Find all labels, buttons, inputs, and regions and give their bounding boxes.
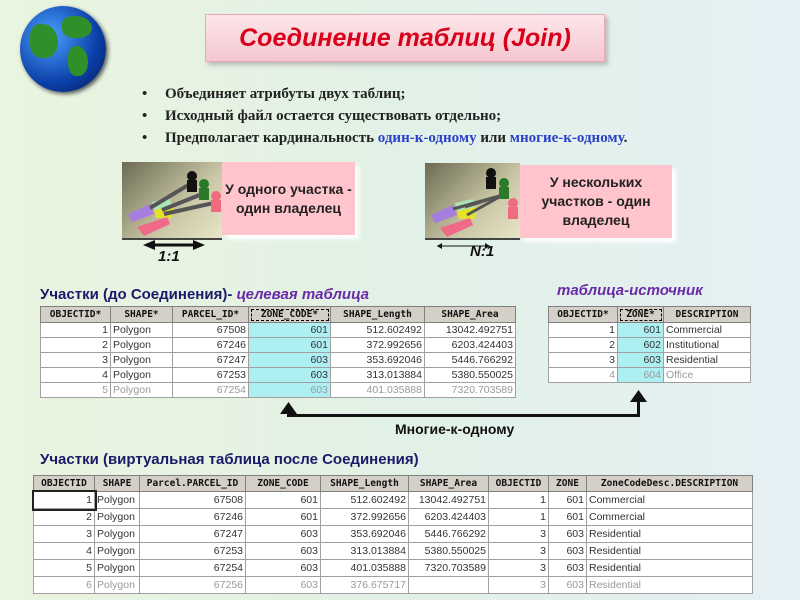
bullet-text: или [476,130,510,146]
table-cell[interactable]: 2 [41,338,111,353]
table-cell[interactable]: 353.692046 [331,353,425,368]
double-arrow-icon [143,237,205,247]
table-row[interactable] [34,509,753,526]
table-cell[interactable]: 5 [34,560,95,577]
page-title: Соединение таблиц (Join) [239,23,571,52]
table-cell[interactable]: 512.602492 [331,323,425,338]
column-header[interactable]: SHAPE_Area [425,307,516,323]
bullet-text: . [623,130,628,146]
table-cell[interactable]: 1 [489,492,549,509]
table-cell[interactable]: 601 [246,509,321,526]
parcels-owner-image [425,163,520,240]
table-cell[interactable]: 5380.550025 [409,543,489,560]
target-table-heading [40,286,369,303]
table-cell[interactable]: Institutional [664,338,751,353]
table-cell[interactable]: 1 [489,509,549,526]
table-cell[interactable]: 67508 [140,492,246,509]
table-row[interactable] [34,543,753,560]
table-cell[interactable]: 601 [549,509,587,526]
table-cell[interactable]: Commercial [587,492,753,509]
table-row[interactable] [41,383,516,398]
column-header[interactable]: OBJECTID* [549,307,618,323]
table-cell[interactable]: 67254 [140,560,246,577]
globe-logo [20,6,106,92]
table-cell[interactable]: Polygon [95,526,140,543]
table-cell[interactable]: Polygon [111,353,173,368]
table-cell[interactable]: 4 [34,543,95,560]
heading-text: Участки (до Соединения)- [40,286,237,303]
bullet-list [140,86,627,152]
column-header[interactable]: Parcel.PARCEL_ID [140,476,246,492]
column-header-selected[interactable]: ZONE_CODE* [249,307,331,323]
table-cell[interactable]: 3 [489,577,549,594]
table-cell[interactable]: 603 [549,560,587,577]
table-cell[interactable]: 372.992656 [331,338,425,353]
one-to-one-caption: У одного участка - один владелец [222,162,355,235]
column-header-selected[interactable]: ZONE* [618,307,664,323]
table-cell[interactable]: Residential [587,577,753,594]
table-row[interactable] [41,338,516,353]
table-cell[interactable]: 3 [489,543,549,560]
table-cell[interactable]: 67247 [173,353,249,368]
n-to-1-arrow-icon [437,236,490,242]
bullet-term-many-to-one: многие-к-одному [509,130,624,146]
table-row[interactable] [549,338,751,353]
table-cell[interactable]: 372.992656 [321,509,409,526]
column-header[interactable]: SHAPE [95,476,140,492]
table-cell[interactable]: 4 [41,368,111,383]
table-cell[interactable]: 313.013884 [321,543,409,560]
table-cell[interactable]: 603 [249,368,331,383]
table-cell[interactable]: 603 [549,577,587,594]
table-cell[interactable]: 603 [249,353,331,368]
table-row[interactable] [41,323,516,338]
table-cell[interactable]: 603 [549,526,587,543]
bullet-item: • Объединяет атрибуты двух таблиц; [140,86,627,108]
bullet-item: • Исходный файл остается существовать отдельно; [140,108,627,130]
table-cell[interactable]: 7320.703589 [425,383,516,398]
table-cell[interactable]: Residential [587,526,753,543]
table-cell[interactable]: 3 [41,353,111,368]
table-cell[interactable]: 2 [549,338,618,353]
table-cell[interactable]: Polygon [95,492,140,509]
table-cell[interactable]: 3 [549,353,618,368]
table-cell[interactable]: 353.692046 [321,526,409,543]
table-cell[interactable]: 603 [246,543,321,560]
table-cell[interactable]: 603 [618,353,664,368]
table-cell[interactable]: 5446.766292 [425,353,516,368]
page-title-banner [205,14,605,62]
table-cell[interactable]: 67246 [140,509,246,526]
table-cell[interactable]: 603 [249,383,331,398]
table-cell[interactable]: 3 [489,560,549,577]
table-row[interactable] [41,368,516,383]
column-header[interactable]: ZONE_CODE [246,476,321,492]
source-table-heading: таблица-источник [557,282,703,299]
table-cell[interactable]: 401.035888 [321,560,409,577]
table-cell[interactable]: 603 [549,543,587,560]
table-row[interactable] [34,560,753,577]
table-cell[interactable]: 5446.766292 [409,526,489,543]
table-cell[interactable]: 601 [246,492,321,509]
table-cell[interactable]: 603 [246,526,321,543]
table-cell[interactable]: Polygon [111,338,173,353]
table-row[interactable] [34,577,753,594]
table-cell[interactable]: 6203.424403 [425,338,516,353]
table-cell[interactable]: 13042.492751 [425,323,516,338]
table-cell[interactable]: 603 [246,577,321,594]
table-cell[interactable]: 1 [34,492,95,509]
table-cell[interactable]: Residential [587,560,753,577]
table-row[interactable] [549,368,751,383]
table-cell[interactable]: 7320.703589 [409,560,489,577]
table-cell[interactable]: Commercial [664,323,751,338]
many-to-one-caption: У нескольких участков - один владелец [520,165,672,238]
column-header[interactable]: PARCEL_ID* [173,307,249,323]
table-cell[interactable]: Polygon [111,323,173,338]
table-cell[interactable]: Polygon [111,383,173,398]
table-cell[interactable]: 512.602492 [321,492,409,509]
column-header[interactable]: ZoneCodeDesc.DESCRIPTION [587,476,753,492]
table-cell[interactable]: 5380.550025 [425,368,516,383]
table-cell[interactable]: 3 [489,526,549,543]
table-cell[interactable]: Commercial [587,509,753,526]
table-row[interactable] [34,526,753,543]
target-table [40,306,516,398]
ratio-label-1-1: 1:1 [158,248,180,265]
column-header[interactable]: SHAPE_Area [409,476,489,492]
bullet-term-one-to-one: один-к-одному [377,130,477,146]
table-cell[interactable]: 1 [549,323,618,338]
table-cell[interactable]: 6203.424403 [409,509,489,526]
bullet-text: Предполагает кардинальность [165,130,378,146]
table-cell[interactable]: 6 [34,577,95,594]
parcels-owners-image [122,162,222,240]
column-header[interactable]: SHAPE_Length [321,476,409,492]
table-cell[interactable]: Polygon [95,543,140,560]
table-cell[interactable]: 67508 [173,323,249,338]
table-cell[interactable]: 602 [618,338,664,353]
table-cell[interactable]: 3 [34,526,95,543]
table-cell[interactable]: 601 [249,323,331,338]
column-header[interactable]: SHAPE* [111,307,173,323]
table-row[interactable] [34,492,753,509]
table-cell[interactable]: 67246 [173,338,249,353]
table-cell[interactable]: 601 [549,492,587,509]
table-cell[interactable]: 601 [618,323,664,338]
table-cell[interactable]: Polygon [95,560,140,577]
table-cell[interactable]: 313.013884 [331,368,425,383]
table-cell[interactable]: 67253 [173,368,249,383]
column-header[interactable]: OBJECTID* [41,307,111,323]
relation-connector [287,414,640,417]
table-row[interactable] [549,353,751,368]
table-cell[interactable]: 2 [34,509,95,526]
table-cell[interactable]: 13042.492751 [409,492,489,509]
table-cell[interactable]: 67253 [140,543,246,560]
table-cell[interactable]: Polygon [111,368,173,383]
table-cell[interactable] [409,577,489,594]
joined-table [33,475,753,594]
joined-table-heading: Участки (виртуальная таблица после Соединения) [40,451,419,468]
table-cell[interactable]: 604 [618,368,664,383]
relation-label: Многие-к-одному [395,421,515,437]
table-row[interactable] [41,353,516,368]
table-cell[interactable]: Office [664,368,751,383]
column-header[interactable]: OBJECTID [489,476,549,492]
arrow-up-icon [630,389,647,407]
table-cell[interactable]: 401.035888 [331,383,425,398]
column-header[interactable]: SHAPE_Length [331,307,425,323]
table-cell[interactable]: Residential [587,543,753,560]
bullet-item [140,130,627,152]
table-cell[interactable]: 1 [41,323,111,338]
table-cell[interactable]: 5 [41,383,111,398]
table-row[interactable] [549,323,751,338]
ratio-label-n-1: N:1 [470,243,495,260]
arrow-up-icon [280,401,297,419]
column-header[interactable]: DESCRIPTION [664,307,751,323]
table-cell[interactable]: 67256 [140,577,246,594]
source-table [548,306,751,383]
table-cell[interactable]: 67254 [173,383,249,398]
table-cell[interactable]: Polygon [95,577,140,594]
table-cell[interactable]: Polygon [95,509,140,526]
column-header[interactable]: ZONE [549,476,587,492]
table-cell[interactable]: 376.675717 [321,577,409,594]
table-cell[interactable]: 4 [549,368,618,383]
table-cell[interactable]: 67247 [140,526,246,543]
column-header[interactable]: OBJECTID [34,476,95,492]
table-cell[interactable]: 601 [249,338,331,353]
table-cell[interactable]: Residential [664,353,751,368]
table-cell[interactable]: 603 [246,560,321,577]
heading-emphasis: целевая таблица [236,286,369,303]
